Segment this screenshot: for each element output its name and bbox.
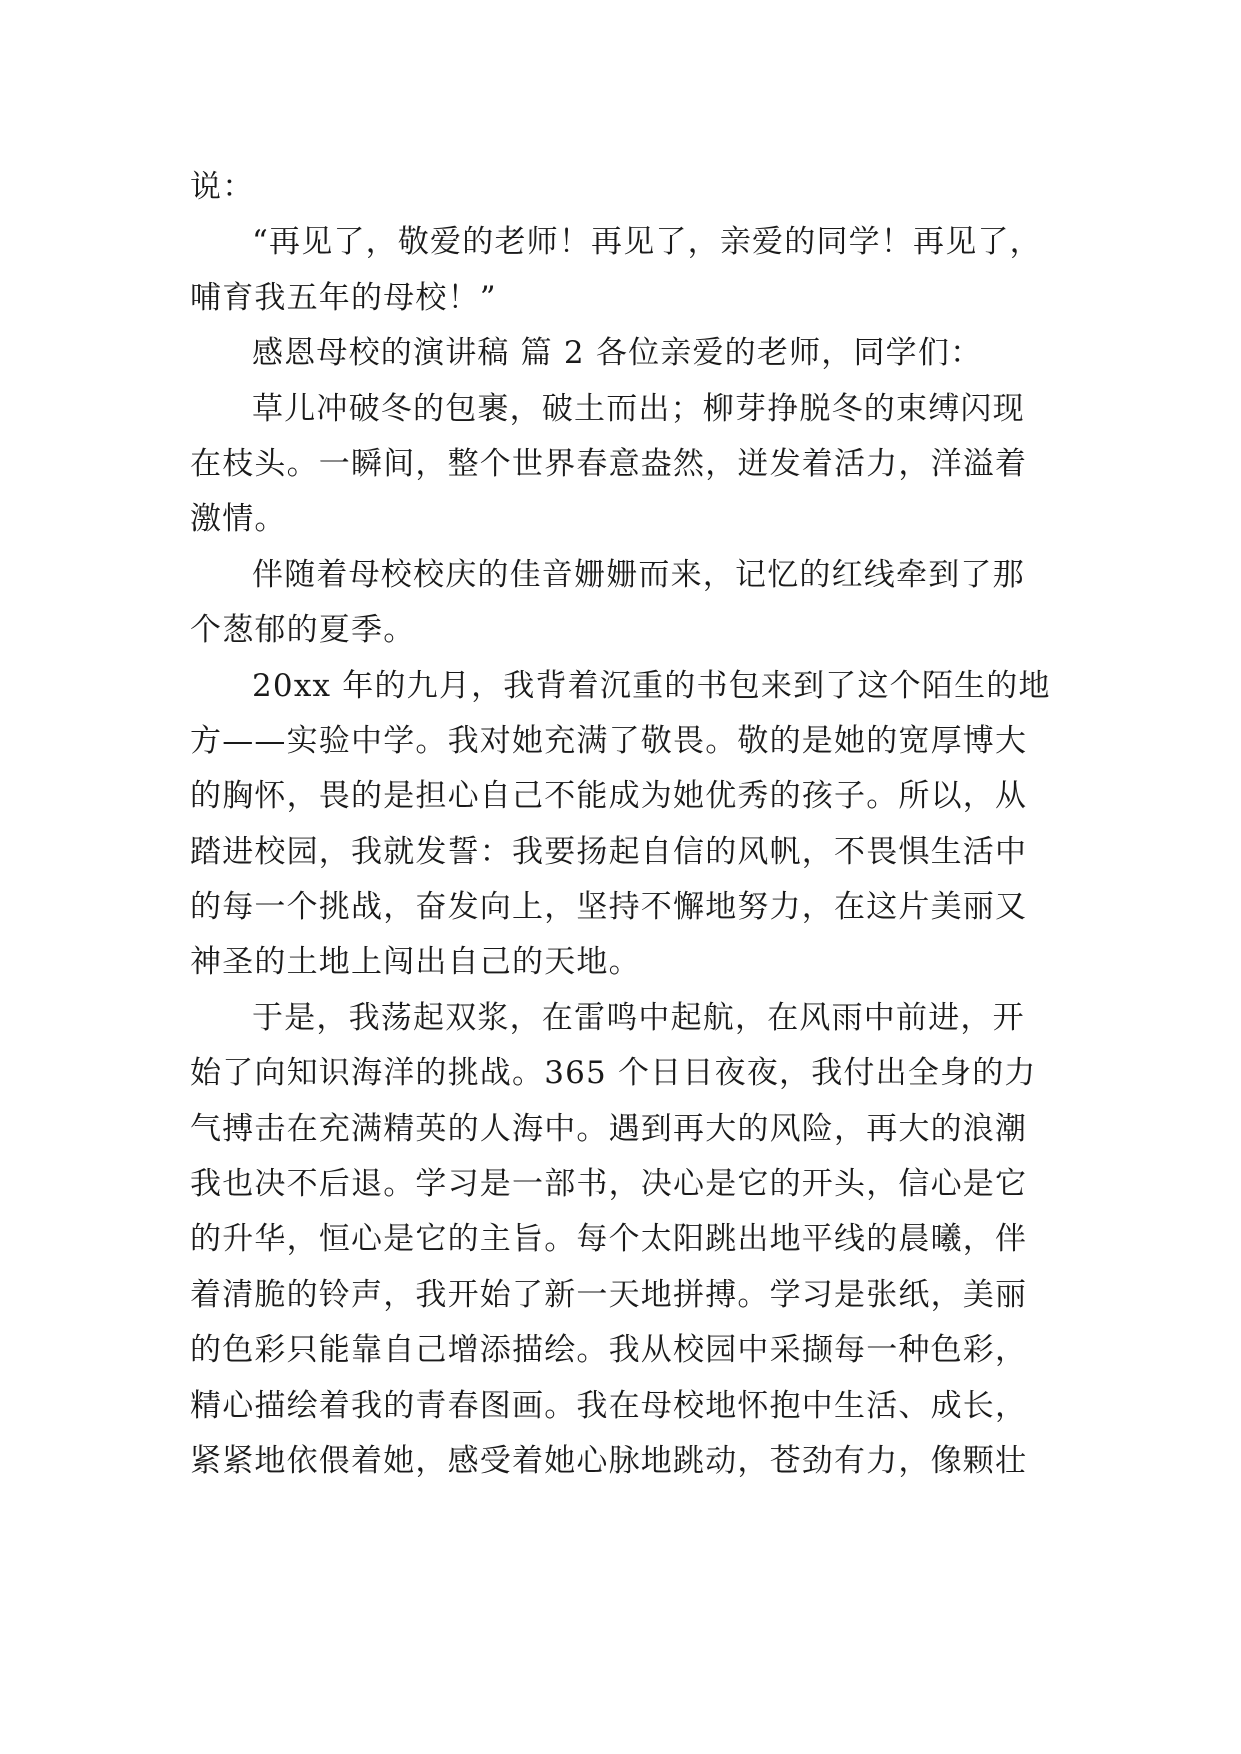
- text-line: 草儿冲破冬的包裹，破土而出；柳芽挣脱冬的束缚闪现: [252, 390, 1025, 427]
- text-line: 的每一个挑战，奋发向上，坚持不懈地努力，在这片美丽又: [190, 889, 1028, 926]
- text-line: 的升华，恒心是它的主旨。每个太阳跳出地平线的晨曦，伴: [190, 1221, 1028, 1258]
- text-line: 哺育我五年的母校！”: [190, 279, 497, 316]
- text-line: 的胸怀，畏的是担心自己不能成为她优秀的孩子。所以，从: [190, 778, 1028, 815]
- text-line: 紧紧地依偎着她，感受着她心脉地跳动，苍劲有力，像颗壮: [190, 1442, 1028, 1479]
- document-body: [190, 160, 1050, 1489]
- text-line: 伴随着母校校庆的佳音姗姗而来，记忆的红线牵到了那: [252, 556, 1025, 593]
- text-line: 着清脆的铃声，我开始了新一天地拼搏。学习是张纸，美丽: [190, 1276, 1028, 1313]
- text-line: 气搏击在充满精英的人海中。遇到再大的风险，再大的浪潮: [190, 1110, 1028, 1147]
- text-line: 方——实验中学。我对她充满了敬畏。敬的是她的宽厚博大: [190, 722, 1028, 759]
- text-line: 个葱郁的夏季。: [190, 612, 416, 649]
- text-line: 于是，我荡起双浆，在雷鸣中起航，在风雨中前进，开: [252, 999, 1025, 1036]
- text-line: 神圣的土地上闯出自己的天地。: [190, 944, 641, 981]
- section-heading: 感恩母校的演讲稿 篇 2 各位亲爱的老师，同学们：: [252, 335, 983, 372]
- text-line: 在枝头。一瞬间，整个世界春意盎然，迸发着活力，洋溢着: [190, 445, 1028, 482]
- text-line: 20xx 年的九月，我背着沉重的书包来到了这个陌生的地: [252, 667, 1051, 704]
- text-line: 精心描绘着我的青春图画。我在母校地怀抱中生活、成长，: [190, 1387, 1028, 1424]
- text-line: 踏进校园，我就发誓：我要扬起自信的风帆，不畏惧生活中: [190, 833, 1028, 870]
- text-line: 的色彩只能靠自己增添描绘。我从校园中采撷每一种色彩，: [190, 1332, 1028, 1369]
- text-line: 说：: [190, 169, 255, 205]
- text-line: 始了向知识海洋的挑战。365 个日日夜夜，我付出全身的力: [190, 1055, 1037, 1092]
- text-line: 激情。: [190, 501, 287, 538]
- text-line: 我也决不后退。学习是一部书，决心是它的开头，信心是它: [190, 1166, 1028, 1203]
- text-line: “再见了，敬爱的老师！再见了，亲爱的同学！再见了，: [252, 224, 1042, 261]
